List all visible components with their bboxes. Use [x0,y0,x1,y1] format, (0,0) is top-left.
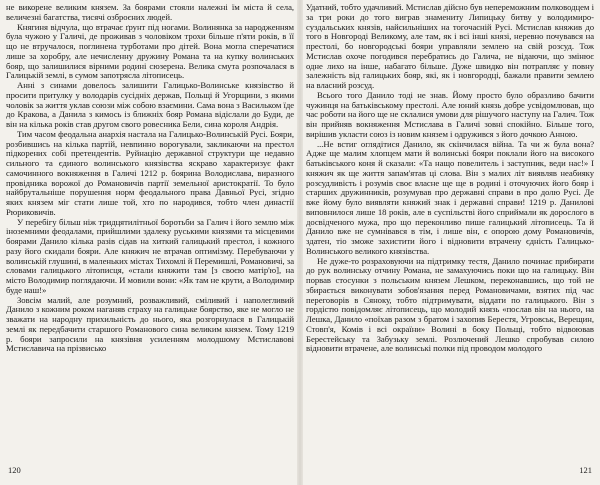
right-page-text [306,3,594,354]
page-number: 120 [8,465,21,475]
paragraph: У перебігу більш ніж тридцятилітньої боротьби за Галич і його землю між іноземними феодалами, прийшлими здалеку руськими князями та місцевими боярами Данило кілька разів сідав на хиткий галицький престол, і кожного разу його скидали бояри. Але княжич не втрачав оптимізму. Перебуваючи у волинській глушині, в маленьких містах Тихомлі й Перемишлі, Романовичі, за словами галицького літописця, «стали княжити там [з своєю матір'ю], на місто Володимир поглядаючи. И мовили вони: «Як там не крути, а Володимир буде наш!» [6,216,294,295]
paragraph: Удатний, тобто удачливий. Мстислав дійсно був непереможним полководцем і за три роки до того виграв знамениту Липицьку битву у володимиро-суздальських князів, найсильніших на тогочасній Русі. Мстислав княжив до того в Новгороді Великому, але там, як і всі інші князі, неревно почувався на престолі, бо новгородські бояри управляли землею на свій розсуд. Тож Мстислав охоче погодився перебратись до Галича, не відаючи, що змінює одне лихо на інше, набагато більше. Дуже швидко він потрапляє у повну залежність від галицьких бояр, які, як і новгородці, бажали правити землею на власний розсуд. [306,3,594,90]
paragraph: не викорене великим князем. За боярами стояли належні їм міста й села, величезні багатства, тисячі озброєних людей. [6,3,294,22]
book-gutter [297,0,303,485]
left-page-text [6,3,294,354]
page-number: 121 [579,465,592,475]
paragraph: Не дуже-то розраховуючи на підтримку тестя, Данило починає прибирати до рук волинську отчину Романа, не замахуючись поки що на галицьку. Він порвав стосунки з польським князем Лешком, переконавшись, що той не збирається виконувати зобов'язання перед Романовичами, взятих під час переговорів в Сяноку, тобто підтримувати, віддати по галицького. Він з гордістю повідомляє літописець, що молодий князь «послав він на нього, на Лешка, Данило «поїхав разом з братом і захопив Берестя, Угровськ, Верещин, Стовп'я, Комів і всі окраїни» Волині в боку Польщі, тобто відвоював Берестейську та Забузьку землі. Розлючений Лешко спробував силою відновити втрачене, але волинські полки під проводом молодого [306,255,594,354]
paragraph: Анні з синами довелось залишити Галицько-Волинське князівство й просити притулку у володарів сусідніх держав, Польщі й Угорщини, з якими чоловік за життя уклав союзи між собою взаємини. Сама вона з Васильком їде до Кракова, а Данила з кимось із ближніх бояр Романа відіслали до Буди, де він на кілька років став другом свого ровесника Бели, сина короля Андрія. [6,80,294,129]
paragraph: ...Не встиг оглядітися Данило, як скінчилася війна. Та чи ж була вона? Адже ще малим хлопцем мати й волинські бояри поклали його на високого батьківського коня й сказали: «Та нащо повелитель і заступник, веди нас!» І княжич як ще життя запам'ятав ці слова. Він з малих літ виявляв неабияку розсудливість і розумів своє власне ще ще в родині і оточуючих його бояр і старших дружинників, розумував про державні справи в про долю Русі. Де вже йому було виявляти княжий знак і державні справи! 1219 р. Данилові виповнилося лише 18 років, але в суспільстві його сприймали як дорослого в досвідченого мужа, про що переконливо пише галицький літописець. Та й Данило вже не сумнівався в тім, і лише він, є опорою дому Романовичів, здатен, тіо зможе захистити його і відновити втрачену єдність Галицько-Волинського великого князівства. [306,138,594,256]
right-page [306,3,594,481]
paragraph: Тим часом феодальна анархія настала на Галицько-Волинській Русі. Бояри, розбившись на кілька партій, невпинно ворогували, закликаючи на престол підкорених собі претендентів. Руйнацію державної структури ще недавно сильного та єдиного волинського князівства яскраво характеризує факт самочинного вокняження в Галичі 1212 р. боярина Володислава, виразного провідника ворожої до Романовичів партії земельної аристократії. То було найбрутальніше порушення норм феодального права Давньої Русі, згідно яких князем міг стати лише той, хто по народився, тобто член династії Рюриковичів. [6,128,294,217]
paragraph: Всього того Данило тоді не знав. Йому просто було образливо бачити чужинця на батьківському престолі. Але юний князь добре усвідомлював, що час роботи на його ще не склалися умови для рішучого наступу на Галич. Тож він прийняв вокняження Мстислава в Галичі зовні спокійно. Більше того, вирішив укласти союз із новим князем і одружився з його дочкою Анною. [306,89,594,139]
paragraph: Зовсім малий, але розумний, розважливий, сміливий і наполегливий Данило з кожним роком наганяв страху на галицьке боярство, яке не могло не зважати на народну прихильність до нього, яка розгорнулася в Галицькій землі як передбачити старшого Романового сина великим князем. Тому 1219 р. бояри запросили на князівня усиленням молодшому Мстиславові Мстиславичa на прізвисько [6,294,294,354]
paragraph: Княгиня відчула, що втрачає ґрунт під ногами. Волинянка за народженням була чужою у Галичі, де проживав з чоловіком трохи більше п'яти років, в її що не втручалося, поглинена турботами про дітей. Вона могла сперечатися лише за хоробру, але нечисленну дружину Романа та на купку волинських бояр, що залишилися вірними родині сюзерена. Велика смута розпочалася в Галицькій землі, в сумом запотрясла літописець. [6,21,294,81]
left-page [6,3,294,481]
